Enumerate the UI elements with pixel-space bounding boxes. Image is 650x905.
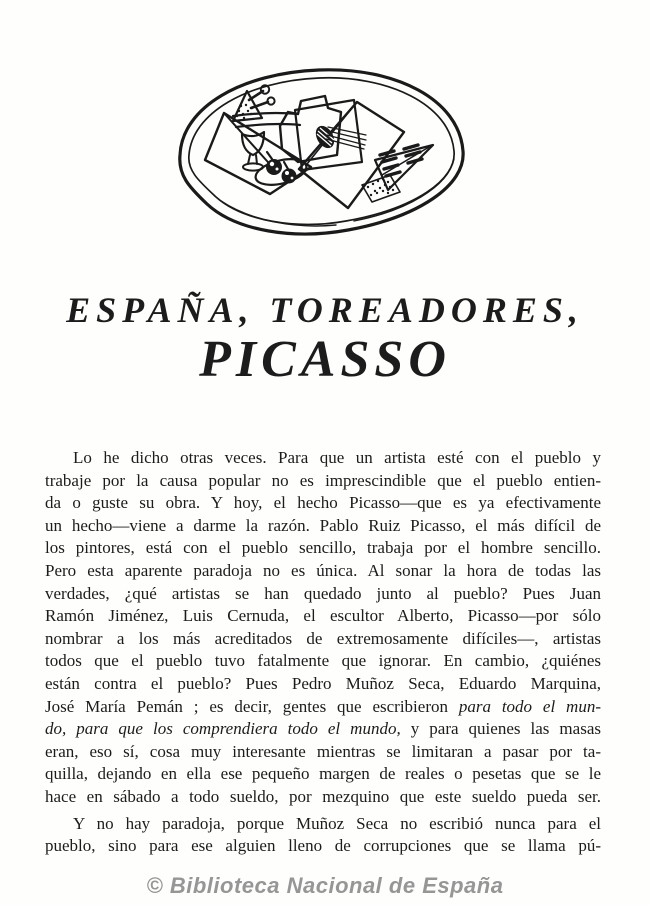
stipple-patch	[362, 175, 400, 202]
text-line: José María Pemán ; es decir, gentes que escribieron para todo el mun-	[45, 696, 601, 716]
text-line: quilla, dejando en ella ese pequeño margen de reales o pesetas que se le	[45, 764, 601, 784]
text-line: nombrar a los más acreditados de extremosamente difíciles—, artistas	[45, 628, 601, 648]
text-line: los pintores, está con el pueblo sencillo, trabaja por el hombre sencillo.	[45, 538, 601, 558]
text-line: pueblo, sino para ese alguien lleno de corrupciones que se llama pú-	[45, 836, 601, 856]
text-line: verdades, ¿qué artistas se han quedado junto al pueblo? Pues Juan	[45, 583, 601, 603]
paragraph	[45, 813, 601, 858]
text-line: trabaje por la causa popular no es imprescindible que el pueblo entien-	[45, 470, 601, 490]
text-line: todos que el pueblo tuvo fatalmente que ignorar. En cambio, ¿quiénes	[45, 651, 601, 671]
text-line: Pero esta aparente paradoja no es única. Al sonar la hora de todas las	[45, 560, 601, 580]
cubist-still-life-illustration	[176, 63, 468, 239]
sheet-music	[375, 145, 433, 190]
paragraph	[45, 447, 601, 809]
text-line: hace en sábado a todo sueldo, por mezquino que este sueldo pueda ser.	[45, 786, 601, 806]
still-life-drawing	[176, 63, 468, 239]
text-line: están contra el pueblo? Pues Pedro Muñoz Seca, Eduardo Marquina,	[45, 673, 601, 693]
text-line: Y no hay paradoja, porque Muñoz Seca no escribió nunca para el	[73, 813, 601, 833]
page-title-line2: PICASSO	[199, 331, 451, 388]
text-line: Lo he dicho otras veces. Para que un artista esté con el pueblo y	[73, 448, 601, 467]
tuning-pegs	[249, 85, 275, 108]
text-line: Ramón Jiménez, Luis Cernuda, el escultor Alberto, Picasso—por sólo	[45, 606, 601, 626]
text-line: do, para que los comprendiera todo el mundo, y para quienes las masas	[45, 719, 601, 739]
body-text	[45, 447, 601, 858]
text-line: un hecho—viene a darme la razón. Pablo Ruiz Picasso, el más difícil de	[45, 515, 601, 535]
library-watermark: © Biblioteca Nacional de España	[146, 873, 504, 898]
text-line: eran, eso sí, cosa muy interesante mientras se limitaran a pasar por ta-	[45, 741, 601, 761]
text-line: da o guste su obra. Y hoy, el hecho Picasso—que es ya efectivamente	[45, 493, 601, 513]
page-title-line1: ESPAÑA, TOREADORES,	[66, 290, 584, 330]
